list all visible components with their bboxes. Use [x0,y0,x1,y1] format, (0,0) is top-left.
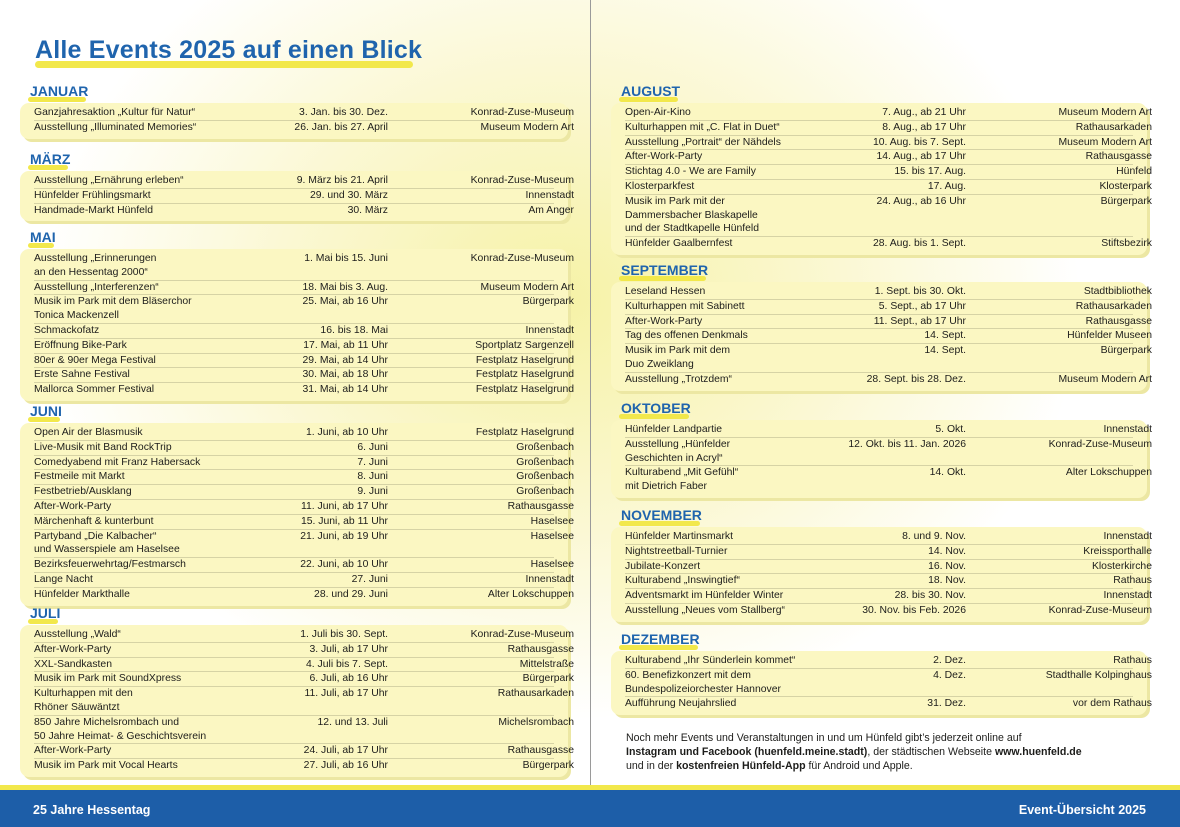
month-section-mai [20,229,574,401]
event-location: Mittelstraße [519,658,574,670]
event-date: 26. Jan. bis 27. April [294,121,388,133]
event-name: Musik im Park mit dem Bläserchor Tonica Mackenzell [34,296,192,322]
event-name: Musik im Park mit dem Duo Zweiklang [625,345,731,370]
event-name: Lange Nacht [34,573,93,585]
event-location: Rathausgasse [1085,151,1152,163]
event-name: Ausstellung „Erinnerungen an den Hessentag 2000“ [34,253,157,278]
event-list [20,423,574,606]
event-date: 11. Juni, ab 17 Uhr [300,500,388,512]
event-location: Museum Modern Art [480,281,574,293]
event-name: Jubilate-Konzert [625,560,701,572]
month-section-märz [20,151,574,221]
event-date: 28. Sept. bis 28. Dez. [866,373,966,385]
event-date: 1. Juli bis 30. Sept. [300,629,388,640]
event-location: Stadtbibliothek [1083,286,1152,297]
event-location: Großenbach [516,471,574,483]
event-date: 14. Sept. [924,345,966,357]
event-row [34,354,574,369]
month-section-juni [20,403,574,606]
event-location: Festplatz Haselgrund [475,354,574,366]
event-name: After-Work-Party [625,151,703,163]
event-name: Mallorca Sommer Festival [34,384,155,396]
event-location: Großenbach [516,441,574,453]
event-row [34,281,574,296]
event-date: 30. Mai, ab 18 Uhr [302,369,388,381]
event-date: 11. Sept., ab 17 Uhr [873,315,966,327]
month-section-august [611,83,1152,255]
month-heading: SEPTEMBER [621,262,709,278]
event-location: Großenbach [516,486,574,498]
event-name: After-Work-Party [34,500,112,512]
event-location: Michelsrombach [498,716,574,728]
event-row [34,759,574,773]
event-row [34,530,574,559]
event-location: Innenstadt [525,324,574,336]
month-section-dezember [611,631,1152,715]
event-date: 8. und 9. Nov. [902,531,966,542]
event-name: Festbetrieb/Ausklang [34,486,132,498]
event-row [34,456,574,471]
event-row [34,339,574,354]
event-name: After-Work-Party [34,643,112,655]
event-name: Festmeile mit Markt [34,471,125,483]
event-row [625,121,1152,136]
event-row [625,438,1152,467]
event-date: 28. bis 30. Nov. [894,590,966,602]
event-location: Festplatz Haselgrund [475,384,574,396]
month-section-juli [20,605,574,777]
event-location: Rathausarkaden [497,688,574,700]
event-row [34,441,574,456]
event-date: 8. Aug., ab 17 Uhr [882,121,966,133]
event-row [625,654,1152,669]
event-row [34,174,574,189]
month-heading: MÄRZ [30,151,71,167]
event-name: Ausstellung „Hünfelder Geschichten in Acryl“ [625,438,731,464]
note-text-2: , der städtischen Webseite [867,746,995,758]
event-name: Nightstreetball-Turnier [625,545,728,557]
online-info-note [626,731,1156,773]
event-row [34,106,574,121]
event-name: Aufführung Neujahrslied [625,698,737,710]
event-name: Ausstellung „Portrait“ der Nähdels [625,136,781,148]
event-date: 31. Dez. [927,698,966,710]
event-date: 11. Juli, ab 17 Uhr [304,688,388,700]
event-location: Innenstadt [525,573,574,585]
event-row [34,121,574,135]
month-section-januar [20,83,574,139]
event-name: Erste Sahne Festival [34,369,130,381]
event-date: 1. Juni, ab 10 Uhr [305,427,388,438]
event-date: 6. Juni [357,441,388,453]
event-name: Live-Musik mit Band RockTrip [34,441,172,453]
event-row [625,237,1152,251]
event-name: Open-Air-Kino [625,107,691,118]
event-date: 8. Juni [357,471,388,483]
event-date: 25. Mai, ab 16 Uhr [302,296,388,308]
note-text-3: und in der [626,760,677,772]
event-name: Leseland Hessen [625,286,706,297]
event-name: Kulturabend „Mit Gefühl“ mit Dietrich Faber [625,467,739,493]
page-title: Alle Events 2025 auf einen Blick [35,36,423,64]
event-date: 12. und 13. Juli [317,716,388,728]
event-location: Rathaus [1113,655,1152,666]
month-heading: OKTOBER [621,400,691,416]
event-name: After-Work-Party [625,315,703,327]
event-row [625,423,1152,438]
event-date: 2. Dez. [933,655,966,666]
event-location: Festplatz Haselgrund [475,369,574,381]
event-row [34,189,574,204]
event-date: 30. März [347,204,388,216]
event-location: Haselsee [530,559,574,571]
event-name: Ganzjahresaktion „Kultur für Natur“ [34,107,196,118]
event-date: 14. Okt. [929,467,966,479]
event-list [20,103,574,139]
event-location: Innenstadt [525,189,574,201]
event-name: Ausstellung „Illuminated Memories“ [34,121,197,133]
event-location: Rathausgasse [1085,315,1152,327]
event-location: Museum Modern Art [480,121,574,133]
event-date: 28. und 29. Juni [314,588,388,600]
event-date: 21. Juni, ab 19 Uhr [300,530,388,542]
event-date: 18. Nov. [928,575,966,587]
event-location: Haselsee [530,515,574,527]
event-name: Stichtag 4.0 - We are Family [625,166,756,178]
event-name: Eröffnung Bike-Park [34,339,127,351]
event-name: Klosterparkfest [625,180,695,192]
event-row [625,195,1152,237]
event-name: Ausstellung „Neues vom Stallberg“ [625,604,785,616]
event-row [625,589,1152,604]
event-date: 9. Juni [357,486,388,498]
event-date: 24. Juli, ab 17 Uhr [303,745,388,757]
event-name: Open Air der Blasmusik [34,427,143,438]
event-location: Großenbach [516,456,574,468]
month-heading: DEZEMBER [621,631,700,647]
event-location: Rathausgasse [507,643,574,655]
event-date: 17. Aug. [927,180,966,192]
right-page [591,0,1180,790]
event-row [34,558,574,573]
event-row [34,383,574,397]
event-row [625,466,1152,494]
event-location: Bürgerpark [1100,195,1152,207]
event-name: Ausstellung „Trotzdem“ [625,373,733,385]
event-location: Kreissporthalle [1083,545,1152,557]
event-date: 7. Juni [357,456,388,468]
event-row [34,485,574,500]
event-location: Konrad-Zuse-Museum [1048,438,1152,450]
event-list [611,282,1152,391]
event-location: Am Anger [528,204,574,216]
event-location: Innenstadt [1103,531,1152,542]
event-location: Sportplatz Sargenzell [475,339,574,351]
event-row [625,697,1152,711]
event-name: Adventsmarkt im Hünfelder Winter [625,590,784,602]
event-location: Konrad-Zuse-Museum [470,253,574,264]
event-location: Hünfeld [1116,166,1152,178]
event-date: 27. Juli, ab 16 Uhr [303,760,388,772]
event-list [20,249,574,401]
event-row [625,300,1152,315]
event-date: 6. Juli, ab 16 Uhr [309,673,388,685]
event-location: Konrad-Zuse-Museum [470,629,574,640]
event-date: 22. Juni, ab 10 Uhr [300,559,388,571]
event-row [625,560,1152,575]
event-name: Bezirksfeuerwehrtag/Festmarsch [34,559,186,571]
event-date: 4. Dez. [933,669,966,681]
event-name: Hünfelder Martinsmarkt [625,531,733,542]
event-date: 14. Sept. [924,330,966,342]
event-name: Ausstellung „Wald“ [34,629,121,640]
event-date: 16. bis 18. Mai [320,324,388,336]
month-heading: MAI [30,229,56,245]
event-name: Ausstellung „Interferenzen“ [34,281,159,293]
event-date: 3. Juli, ab 17 Uhr [309,643,388,655]
event-list [611,651,1152,715]
event-row [34,204,574,218]
event-location: Klosterpark [1099,180,1152,192]
event-row [34,470,574,485]
event-name: 60. Benefizkonzert mit dem Bundespolizeiorchester Hannover [625,669,781,695]
event-name: Hünfelder Markthalle [34,588,130,600]
event-name: XXL-Sandkasten [34,658,112,670]
event-row [625,669,1152,698]
event-location: Rathausgasse [507,745,574,757]
event-name: Musik im Park mit der Dammersbacher Blaskapelle und der Stadtkapelle Hünfeld [625,195,760,235]
left-page [0,0,590,790]
event-row [625,574,1152,589]
event-row [34,500,574,515]
event-date: 29. Mai, ab 14 Uhr [302,354,388,366]
footer-left-text: 25 Jahre Hessentag [33,803,151,817]
event-list [20,171,574,221]
event-name: Hünfelder Frühlingsmarkt [34,189,151,201]
event-name: Schmackofatz [34,324,100,336]
event-date: 18. Mai bis 3. Aug. [302,281,388,293]
note-text-4: für Android und Apple. [805,760,913,772]
note-text-1: Noch mehr Events und Veranstaltungen in und um Hünfeld gibt’s jederzeit online auf [626,732,1022,744]
event-name: 850 Jahre Michelsrombach und 50 Jahre Heimat- & Geschichtsverein [34,716,207,742]
event-name: 80er & 90er Mega Festival [34,354,156,366]
footer-bar [0,790,1180,827]
event-date: 14. Nov. [928,545,966,557]
event-row [625,545,1152,560]
event-name: Kulturabend „Inswingtief“ [625,575,740,587]
event-row [34,716,574,745]
event-row [34,588,574,602]
event-name: Kulturabend „Ihr Sünderlein kommet“ [625,655,796,666]
event-row [625,530,1152,545]
event-location: Bürgerpark [1100,345,1152,357]
event-row [625,150,1152,165]
event-date: 31. Mai, ab 14 Uhr [302,384,388,396]
event-location: Rathausgasse [507,500,574,512]
event-name: Musik im Park mit Vocal Hearts [34,760,178,772]
event-row [34,573,574,588]
event-location: Konrad-Zuse-Museum [470,175,574,186]
event-row [34,295,574,324]
event-location: Haselsee [530,530,574,542]
event-row [34,643,574,658]
event-date: 14. Aug., ab 17 Uhr [876,151,966,163]
event-date: 15. bis 17. Aug. [894,166,966,178]
month-heading: NOVEMBER [621,507,702,523]
event-date: 29. und 30. März [310,189,388,201]
event-location: Konrad-Zuse-Museum [470,107,574,118]
event-list [611,527,1152,622]
note-app-name: kostenfreien Hünfeld-App [676,760,806,772]
event-date: 1. Mai bis 15. Juni [304,253,388,264]
event-date: 7. Aug., ab 21 Uhr [882,107,966,118]
event-date: 28. Aug. bis 1. Sept. [872,238,966,250]
event-location: Rathausarkaden [1075,121,1152,133]
event-name: Musik im Park mit SoundXpress [34,673,182,685]
event-location: Museum Modern Art [1058,136,1152,148]
event-row [625,165,1152,180]
month-heading: JANUAR [30,83,89,99]
event-location: Bürgerpark [522,673,574,685]
event-date: 12. Okt. bis 11. Jan. 2026 [848,438,966,450]
event-row [625,180,1152,195]
event-date: 27. Juni [351,573,388,585]
event-row [625,344,1152,373]
event-row [34,687,574,716]
month-section-november [611,507,1152,622]
event-location: Innenstadt [1103,424,1152,435]
event-location: Klosterkirche [1091,560,1152,572]
note-website-link[interactable]: www.huenfeld.de [994,746,1082,758]
event-date: 5. Sept., ab 17 Uhr [878,300,966,312]
event-row [625,106,1152,121]
footer-right-text: Event-Übersicht 2025 [1018,803,1146,817]
event-date: 4. Juli bis 7. Sept. [305,658,388,670]
event-location: Alter Lokschuppen [1065,467,1152,479]
event-date: 17. Mai, ab 11 Uhr [303,339,388,351]
event-location: Hünfelder Museen [1067,330,1152,342]
event-row [625,315,1152,330]
event-location: Konrad-Zuse-Museum [1048,604,1152,616]
event-row [625,285,1152,300]
event-location: Bürgerpark [522,760,574,772]
event-date: 15. Juni, ab 11 Uhr [300,515,388,527]
event-row [34,672,574,687]
event-list [611,103,1152,255]
month-section-oktober [611,400,1152,498]
month-heading: JUNI [30,403,62,419]
event-location: Alter Lokschuppen [487,588,574,600]
event-name: Comedyabend mit Franz Habersack [34,456,201,468]
month-section-september [611,262,1152,391]
event-location: vor dem Rathaus [1072,698,1152,710]
event-row [34,324,574,339]
event-location: Rathaus [1113,575,1152,587]
event-location: Stiftsbezirk [1101,238,1152,250]
event-name: Ausstellung „Ernährung erleben“ [34,175,184,186]
event-name: Hünfelder Landpartie [625,424,723,435]
event-name: Kulturhappen mit den Rhöner Säuwäntzt [34,688,133,713]
event-name: Hünfelder Gaalbernfest [625,238,733,250]
event-name: Handmade-Markt Hünfeld [34,204,153,216]
event-row [625,604,1152,618]
event-row [34,744,574,759]
event-row [34,426,574,441]
event-location: Museum Modern Art [1058,107,1152,118]
month-heading: AUGUST [621,83,681,99]
event-name: Tag des offenen Denkmals [625,330,748,342]
event-location: Stadthalle Kolpinghaus [1045,669,1152,681]
event-date: 3. Jan. bis 30. Dez. [299,107,388,118]
event-location: Bürgerpark [522,296,574,308]
event-row [34,628,574,643]
event-row [34,368,574,383]
event-list [611,420,1152,498]
event-row [625,329,1152,344]
event-date: 10. Aug. bis 7. Sept. [872,136,966,148]
event-location: Innenstadt [1103,590,1152,602]
event-date: 30. Nov. bis Feb. 2026 [862,604,966,616]
event-row [34,252,574,281]
event-date: 9. März bis 21. April [296,175,388,186]
event-name: Kulturhappen mit Sabinett [625,300,745,312]
event-location: Museum Modern Art [1058,373,1152,385]
event-date: 1. Sept. bis 30. Okt. [874,286,966,297]
event-row [625,136,1152,151]
month-heading: JULI [30,605,61,621]
note-social-handle[interactable]: Instagram und Facebook (huenfeld.meine.stadt) [626,746,868,758]
event-name: Partyband „Die Kalbacher“ und Wasserspiele am Haselsee [34,530,180,556]
event-location: Festplatz Haselgrund [475,427,574,438]
event-date: 24. Aug., ab 16 Uhr [876,195,966,207]
event-date: 16. Nov. [928,560,966,572]
event-date: 5. Okt. [935,424,966,435]
event-row [34,658,574,673]
event-row [34,515,574,530]
event-location: Rathausarkaden [1075,300,1152,312]
event-row [625,373,1152,387]
event-name: Märchenhaft & kunterbunt [34,515,154,527]
event-list [20,625,574,777]
event-name: Kulturhappen mit „C. Flat in Duet“ [625,121,780,133]
event-name: After-Work-Party [34,745,112,757]
